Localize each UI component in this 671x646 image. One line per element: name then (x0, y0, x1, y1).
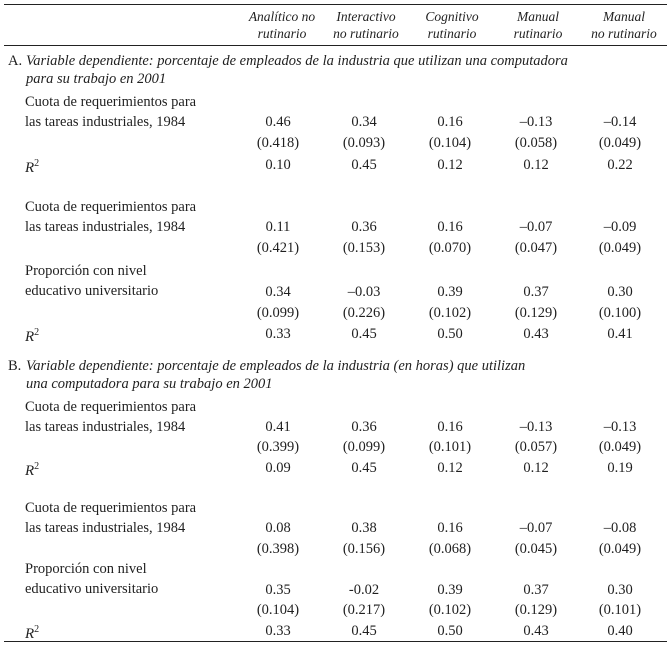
se-cell: (0.068) (428, 541, 472, 557)
column-header-cognitivo: Cognitivo rutinario (425, 9, 479, 41)
coef-cell: 0.30 (607, 582, 633, 598)
table-top-rule (4, 4, 667, 5)
coef-cell: 0.16 (437, 219, 463, 235)
se-cell: (0.099) (256, 305, 300, 321)
se-cell: (0.057) (514, 439, 558, 455)
se-cell: (0.399) (256, 439, 300, 455)
section-b-heading (8, 357, 663, 393)
column-header-manual-no-rutinario: Manual no rutinario (591, 9, 657, 41)
section-title-line: Variable dependiente: porcentaje de empleados de la industria que utilizan una computadora (26, 53, 568, 69)
column-header-manual-rutinario: Manual rutinario (513, 9, 563, 41)
se-cell: (0.101) (598, 602, 642, 618)
r2-cell: 0.22 (607, 157, 633, 173)
se-cell: (0.104) (256, 602, 300, 618)
r2-cell: 0.33 (265, 623, 291, 639)
r2-cell: 0.45 (351, 460, 377, 476)
r2-cell: 0.12 (437, 157, 463, 173)
coef-cell: 0.34 (265, 284, 291, 300)
r2-cell: 0.19 (607, 460, 633, 476)
r2-cell: 0.41 (607, 326, 633, 342)
row-label: educativo universitario (25, 581, 159, 597)
coef-cell: 0.39 (437, 284, 463, 300)
coef-cell: 0.35 (265, 582, 291, 598)
se-cell: (0.101) (428, 439, 472, 455)
se-cell: (0.102) (428, 305, 472, 321)
row-label: Proporción con nivel (25, 263, 147, 279)
r2-cell: 0.50 (437, 326, 463, 342)
coef-cell: 0.16 (437, 419, 463, 435)
se-cell: (0.129) (514, 305, 558, 321)
coef-cell: –0.03 (347, 284, 381, 300)
coef-cell: 0.41 (265, 419, 291, 435)
r-squared-label: $R^2$ (25, 624, 40, 642)
section-a-heading (8, 52, 663, 88)
coef-cell: 0.36 (351, 219, 377, 235)
section-title-line: para su trabajo en 2001 (26, 71, 167, 87)
r2-cell: 0.45 (351, 157, 377, 173)
se-cell: (0.045) (514, 541, 558, 557)
se-cell: (0.070) (428, 240, 472, 256)
row-label: Proporción con nivel (25, 561, 147, 577)
coef-cell: 0.34 (351, 114, 377, 130)
row-label: educativo universitario (25, 283, 159, 299)
r2-cell: 0.40 (607, 623, 633, 639)
se-cell: (0.104) (428, 135, 472, 151)
r2-cell: 0.09 (265, 460, 291, 476)
se-cell: (0.099) (342, 439, 386, 455)
se-cell: (0.226) (342, 305, 386, 321)
r2-cell: 0.12 (523, 460, 549, 476)
coef-cell: 0.08 (265, 520, 291, 536)
section-title-line: Variable dependiente: porcentaje de empleados de la industria (en horas) que utilizan (26, 358, 526, 374)
se-cell: (0.156) (342, 541, 386, 557)
row-label: las tareas industriales, 1984 (25, 219, 186, 235)
coef-cell: –0.13 (519, 114, 553, 130)
section-label: A. (8, 53, 23, 69)
coef-cell: 0.39 (437, 582, 463, 598)
coef-cell: –0.07 (519, 520, 553, 536)
coef-cell: –0.14 (603, 114, 637, 130)
r2-cell: 0.50 (437, 623, 463, 639)
r2-cell: 0.45 (351, 623, 377, 639)
se-cell: (0.102) (428, 602, 472, 618)
r2-cell: 0.12 (437, 460, 463, 476)
r-squared-label: $R^2$ (25, 158, 40, 176)
r2-cell: 0.43 (523, 623, 549, 639)
coef-cell: –0.08 (603, 520, 637, 536)
se-cell: (0.398) (256, 541, 300, 557)
section-title-line: una computadora para su trabajo en 2001 (26, 376, 273, 392)
coef-cell: –0.07 (519, 219, 553, 235)
coef-cell: –0.13 (519, 419, 553, 435)
table-header-rule (4, 45, 667, 46)
coef-cell: 0.36 (351, 419, 377, 435)
row-label: las tareas industriales, 1984 (25, 114, 186, 130)
r-squared-label: $R^2$ (25, 327, 40, 345)
se-cell: (0.421) (256, 240, 300, 256)
se-cell: (0.049) (598, 135, 642, 151)
row-label: Cuota de requerimientos para (25, 399, 197, 415)
se-cell: (0.153) (342, 240, 386, 256)
r2-cell: 0.12 (523, 157, 549, 173)
row-label: Cuota de requerimientos para (25, 500, 197, 516)
coef-cell: 0.30 (607, 284, 633, 300)
section-label: B. (8, 358, 22, 374)
row-label: Cuota de requerimientos para (25, 94, 197, 110)
row-label: las tareas industriales, 1984 (25, 520, 186, 536)
r2-cell: 0.43 (523, 326, 549, 342)
se-cell: (0.049) (598, 240, 642, 256)
r2-cell: 0.45 (351, 326, 377, 342)
coef-cell: –0.13 (603, 419, 637, 435)
coef-cell: –0.09 (603, 219, 637, 235)
row-label: Cuota de requerimientos para (25, 199, 197, 215)
se-cell: (0.129) (514, 602, 558, 618)
column-header-analitico: Analítico no rutinario (248, 9, 316, 41)
coef-cell: 0.38 (351, 520, 377, 536)
se-cell: (0.058) (514, 135, 558, 151)
se-cell: (0.100) (598, 305, 642, 321)
se-cell: (0.418) (256, 135, 300, 151)
table-bottom-rule (4, 641, 667, 642)
coef-cell: 0.37 (523, 284, 549, 300)
coef-cell: -0.02 (348, 582, 380, 598)
coef-cell: 0.11 (265, 219, 291, 235)
se-cell: (0.047) (514, 240, 558, 256)
coef-cell: 0.37 (523, 582, 549, 598)
coef-cell: 0.46 (265, 114, 291, 130)
r2-cell: 0.33 (265, 326, 291, 342)
se-cell: (0.093) (342, 135, 386, 151)
coef-cell: 0.16 (437, 520, 463, 536)
column-header-interactivo: Interactivo no rutinario (333, 9, 399, 41)
se-cell: (0.217) (342, 602, 386, 618)
r2-cell: 0.10 (265, 157, 291, 173)
se-cell: (0.049) (598, 439, 642, 455)
r-squared-label: $R^2$ (25, 461, 40, 479)
se-cell: (0.049) (598, 541, 642, 557)
row-label: las tareas industriales, 1984 (25, 419, 186, 435)
coef-cell: 0.16 (437, 114, 463, 130)
